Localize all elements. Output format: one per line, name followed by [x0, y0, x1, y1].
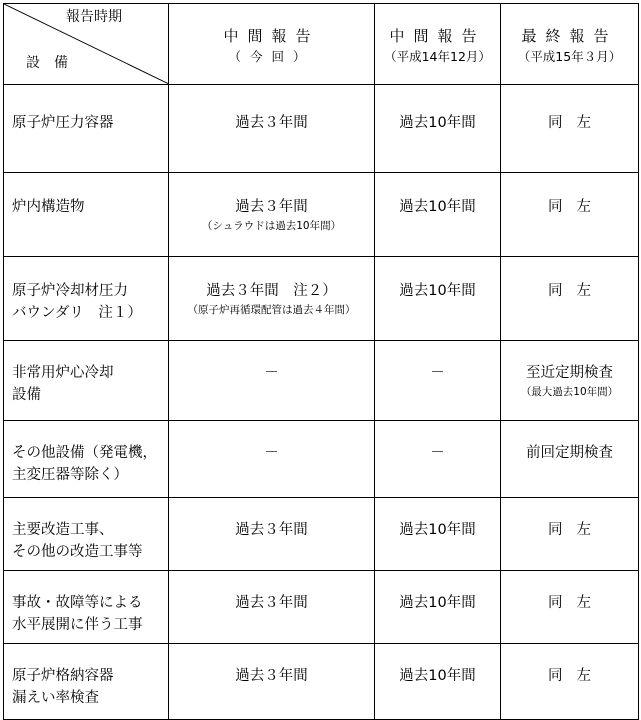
equipment-name-line1: 原子炉格納容器 [12, 668, 114, 684]
final-cell [501, 644, 639, 720]
table-row [4, 498, 639, 571]
period-value: 過去10年間 [399, 668, 476, 684]
interim-current-cell [169, 644, 375, 720]
col-header-title: 最終報告 [521, 27, 618, 45]
interim-dec-cell [375, 341, 501, 421]
period-value: － [430, 365, 445, 381]
interim-current-cell [169, 498, 375, 571]
col-header-title: 中間報告 [223, 27, 320, 45]
report-period-table [3, 3, 639, 720]
equipment-name: 原子炉圧力容器 [12, 115, 114, 131]
equipment-name-line1: 非常用炉心冷却 [12, 365, 114, 381]
period-value: 同左 [548, 522, 605, 538]
equipment-cell [4, 341, 169, 421]
period-value: 過去３年間 注２） [206, 283, 337, 299]
corner-label-equipment: 設備 [26, 55, 82, 71]
period-value: － [430, 445, 445, 461]
period-value: 過去３年間 [235, 668, 308, 684]
equipment-cell [4, 421, 169, 498]
interim-current-cell [169, 571, 375, 644]
interim-dec-cell [375, 257, 501, 341]
period-value: 同左 [548, 283, 605, 299]
equipment-cell [4, 85, 169, 173]
equipment-name-line1: 原子炉冷却材圧力 [12, 283, 128, 299]
table-row [4, 571, 639, 644]
table-row [4, 421, 639, 498]
period-value: 過去３年間 [235, 595, 308, 611]
equipment-cell [4, 257, 169, 341]
col-header-sub: （今回） [228, 49, 315, 64]
corner-header-cell [4, 4, 169, 85]
interim-current-cell [169, 421, 375, 498]
interim-dec-cell [375, 421, 501, 498]
period-note: （最大過去10年間） [520, 386, 619, 398]
equipment-cell [4, 571, 169, 644]
col-header-final [501, 4, 639, 85]
period-value: 過去10年間 [399, 595, 476, 611]
period-value: 同左 [548, 668, 605, 684]
equipment-cell [4, 173, 169, 257]
table-row [4, 644, 639, 720]
equipment-cell [4, 498, 169, 571]
period-value: 過去３年間 [235, 199, 308, 215]
interim-dec-cell [375, 571, 501, 644]
interim-dec-cell [375, 644, 501, 720]
table-row [4, 341, 639, 421]
period-value: 過去３年間 [235, 115, 308, 131]
equipment-name-line2: 主変圧器等除く） [12, 467, 128, 483]
table-row [4, 173, 639, 257]
equipment-name-line2: バウンダリ 注１） [12, 305, 142, 321]
corner-label-period: 報告時期 [66, 9, 122, 25]
period-value: 至近定期検査 [526, 365, 613, 381]
equipment-name-line2: 水平展開に伴う工事 [12, 617, 143, 633]
equipment-name: 炉内構造物 [12, 199, 85, 215]
period-note: （原子炉再循環配管は過去４年間） [187, 304, 356, 316]
header-row [4, 4, 639, 85]
final-cell [501, 257, 639, 341]
col-header-sub: （平成14年12月） [384, 49, 491, 64]
final-cell [501, 421, 639, 498]
final-cell [501, 571, 639, 644]
period-value: 過去３年間 [235, 522, 308, 538]
period-value: 同左 [548, 595, 605, 611]
equipment-name-line2: その他の改造工事等 [12, 544, 143, 560]
period-value: 同左 [548, 199, 605, 215]
equipment-name-line2: 設備 [12, 387, 41, 403]
period-value: － [264, 365, 279, 381]
col-header-interim-dec [375, 4, 501, 85]
interim-dec-cell [375, 85, 501, 173]
period-value: 前回定期検査 [526, 445, 613, 461]
period-note: （シュラウドは過去10年間） [201, 220, 342, 232]
interim-current-cell [169, 257, 375, 341]
period-value: 過去10年間 [399, 199, 476, 215]
equipment-name-line1: その他設備（発電機， [12, 445, 157, 461]
final-cell [501, 498, 639, 571]
equipment-name-line1: 事故・故障等による [12, 595, 143, 611]
equipment-name-line2: 漏えい率検査 [12, 690, 99, 706]
table-row [4, 85, 639, 173]
interim-current-cell [169, 341, 375, 421]
period-value: 過去10年間 [399, 522, 476, 538]
period-value: 同左 [548, 115, 605, 131]
col-header-sub: （平成15年３月） [517, 49, 622, 64]
table-row [4, 257, 639, 341]
equipment-name-line1: 主要改造工事、 [12, 522, 114, 538]
col-header-interim-current [169, 4, 375, 85]
final-cell [501, 85, 639, 173]
interim-dec-cell [375, 498, 501, 571]
equipment-cell [4, 644, 169, 720]
final-cell [501, 341, 639, 421]
interim-current-cell [169, 173, 375, 257]
period-value: 過去10年間 [399, 115, 476, 131]
period-value: － [264, 445, 279, 461]
col-header-title: 中間報告 [389, 27, 486, 45]
interim-dec-cell [375, 173, 501, 257]
final-cell [501, 173, 639, 257]
interim-current-cell [169, 85, 375, 173]
period-value: 過去10年間 [399, 283, 476, 299]
